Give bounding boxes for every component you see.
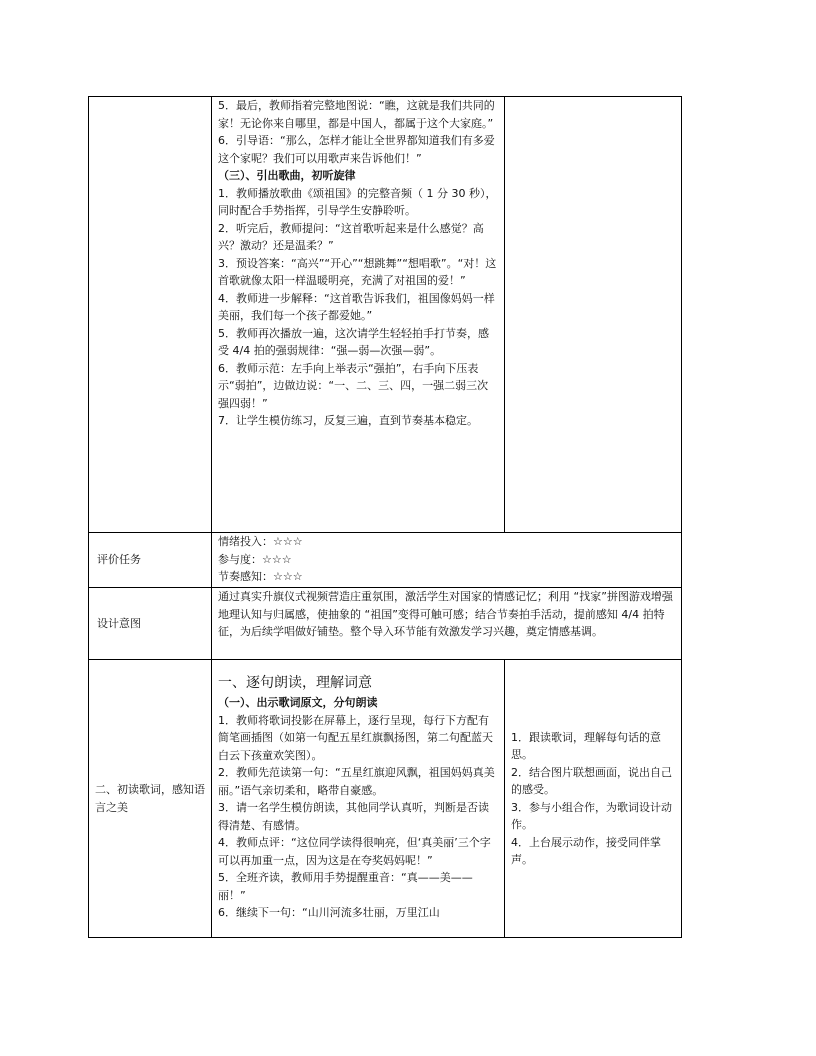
table-row-evaluation xyxy=(89,533,682,588)
row-label-cell xyxy=(89,588,212,660)
evaluation-item: 参与度：☆☆☆ xyxy=(218,552,292,566)
row-label-cell-empty xyxy=(89,97,212,533)
paragraph: 5．最后，教师指着完整地图说：“瞧，这就是我们共同的家！无论你来自哪里，都是中国人，都属于这个大家庭。” xyxy=(218,99,495,130)
step: 3．请一名学生模仿朗读，其他同学认真听，判断是否读得清楚、有感情。 xyxy=(218,801,489,832)
student-step: 2．结合图片联想画面，说出自己的感受。 xyxy=(511,765,672,796)
section-heading: 一、逐句朗读，理解词意 xyxy=(218,675,372,691)
lesson-plan-table xyxy=(88,96,682,938)
teacher-activity-cell xyxy=(212,660,505,938)
row-label-cell xyxy=(89,660,212,938)
table-row-section-two xyxy=(89,660,682,938)
step: 2．教师先范读第一句：“五星红旗迎风飘，祖国妈妈真美丽。”语气亲切柔和，略带自豪感。 xyxy=(218,766,495,797)
student-step: 4．上台展示动作，接受同伴掌声。 xyxy=(511,835,661,866)
row-label-cell xyxy=(89,533,212,588)
step: 6．继续下一句：“山川河流多壮丽，万里江山 xyxy=(218,906,440,919)
step: 5．全班齐读，教师用手势提醒重音：“真——美——丽！” xyxy=(218,871,473,902)
paragraph: 6．引导语：“那么，怎样才能让全世界都知道我们有多爱这个家呢？我们可以用歌声来告诉他们！” xyxy=(218,134,495,165)
step: 6．教师示范：左手向上举表示“强拍”，右手向下压表示“弱拍”，边做边说：“一、二、三、四，一强二弱三次强四弱！” xyxy=(218,361,489,410)
step: 7．让学生模仿练习，反复三遍，直到节奏基本稳定。 xyxy=(218,414,478,427)
step: 4．教师点评：“这位同学读得很响亮，但‘真美丽’三个字可以再加重一点，因为这是在夸奖妈妈呢！” xyxy=(218,836,491,867)
step: 5．教师再次播放一遍，这次请学生轻轻拍手打节奏，感受 4/4 拍的强弱规律：“强—弱—次强—弱”。 xyxy=(218,326,489,357)
student-step: 1．跟读歌词，理解每句话的意思。 xyxy=(511,730,661,761)
row-label: 设计意图 xyxy=(97,616,141,630)
step: 3．预设答案：“高兴”“开心”“想跳舞”“想唱歌”。“对！这首歌就像太阳一样温暖明亮，充满了对祖国的爱！” xyxy=(218,256,497,287)
design-intent-cell xyxy=(212,588,682,660)
subheading: （三）、引出歌曲，初听旋律 xyxy=(218,169,356,182)
table-row-process xyxy=(89,97,682,533)
evaluation-cell xyxy=(212,533,682,588)
design-intent-text: 通过真实升旗仪式视频营造庄重氛围，激活学生对国家的情感记忆；利用 “找家”拼图游戏增强地理认知与归属感，使抽象的 “祖国”变得可触可感；结合节奏拍手活动，提前感知 4/4 拍特征，为后续学唱做好铺垫。整个导入环节能有效激发学习兴趣，奠定情感基调。 xyxy=(218,590,673,638)
row-label: 二、初读歌词，感知语言之美 xyxy=(95,783,205,814)
student-activity-cell xyxy=(505,660,682,938)
subheading: （一）、出示歌词原文，分句朗读 xyxy=(218,696,378,709)
step: 2．听完后，教师提问：“这首歌听起来是什么感觉？高兴？激动？还是温柔？” xyxy=(218,221,484,252)
table-row-design-intent xyxy=(89,588,682,660)
student-activity-cell-empty xyxy=(505,97,682,533)
student-step: 3．参与小组合作，为歌词设计动作。 xyxy=(511,800,672,831)
teacher-activity-cell xyxy=(212,97,505,533)
step: 1．教师将歌词投影在屏幕上，逐行呈现，每行下方配有简笔画插图（如第一句配五星红旗飘扬图，第二句配蓝天白云下孩童欢笑图）。 xyxy=(218,713,493,762)
row-label: 评价任务 xyxy=(97,553,141,567)
step: 4．教师进一步解释：“这首歌告诉我们，祖国像妈妈一样美丽，我们每一个孩子都爱她。” xyxy=(218,291,495,322)
step: 1．教师播放歌曲《颂祖国》的完整音频（ 1 分 30 秒），同时配合手势指挥，引导学生安静聆听。 xyxy=(218,186,497,217)
evaluation-item: 情绪投入：☆☆☆ xyxy=(218,535,303,548)
evaluation-item: 节奏感知：☆☆☆ xyxy=(218,570,303,583)
